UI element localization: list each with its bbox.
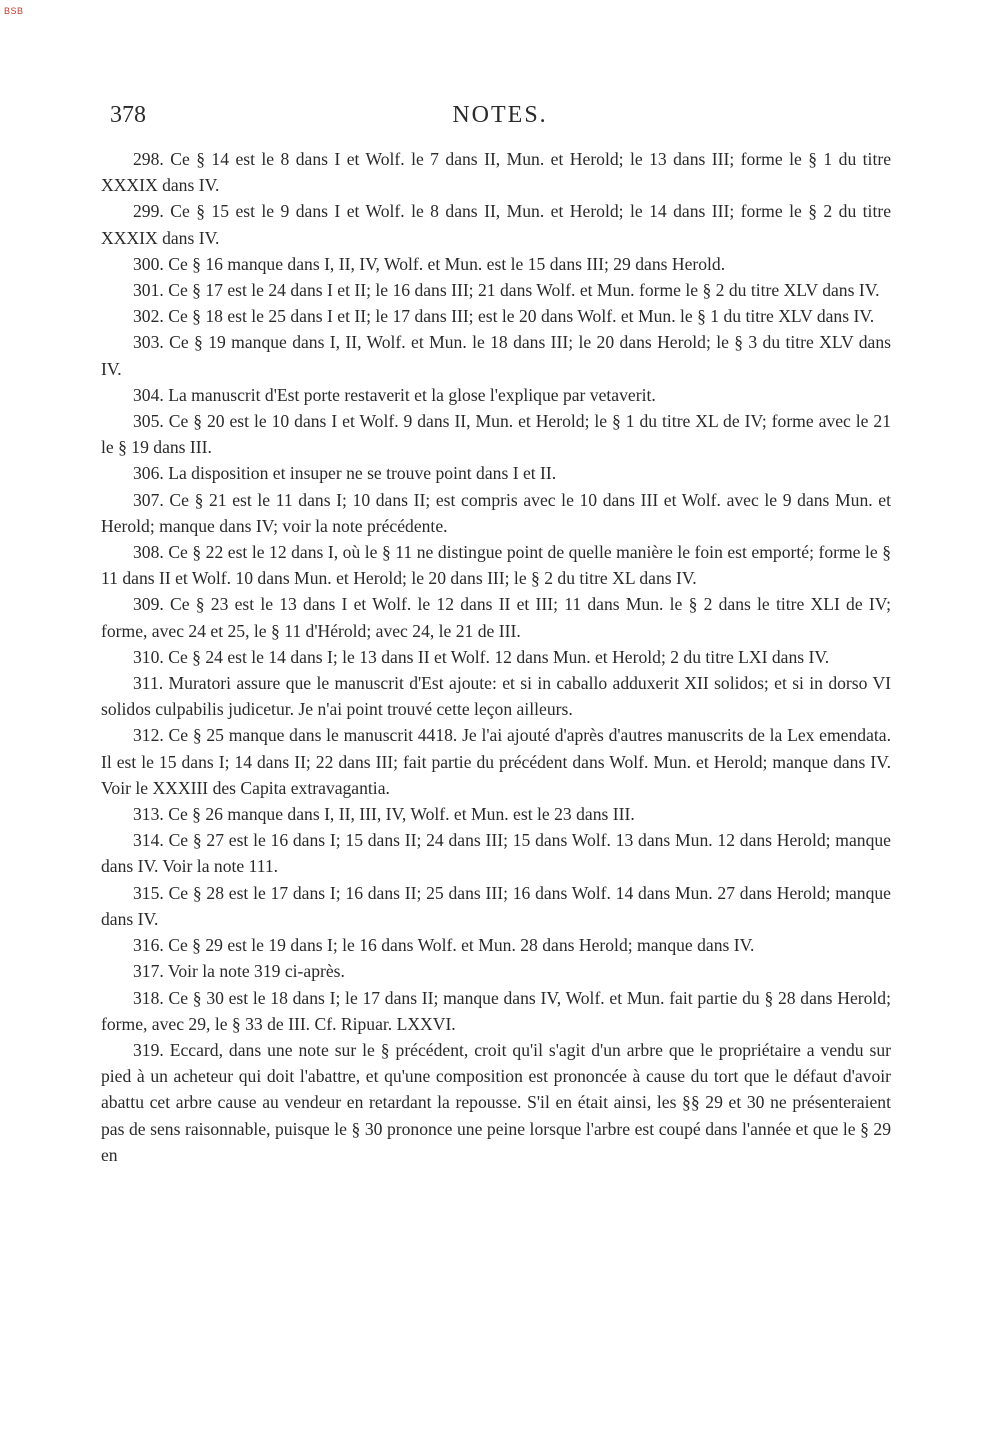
note-text: Ce § 30 est le 18 dans I; le 17 dans II; manque dans IV, Wolf. et Mun. fait partie du § 28 dans Herold; forme, avec 29, le § 33 de III. Cf. Ripuar. LXXVI.: [101, 987, 891, 1034]
note-number: 316.: [133, 935, 164, 956]
note-paragraph: [101, 932, 891, 958]
note-paragraph: [101, 460, 891, 486]
note-paragraph: [101, 801, 891, 827]
notes-list: [101, 146, 891, 1168]
note-number: 302.: [133, 306, 164, 327]
note-text: Ce § 14 est le 8 dans I et Wolf. le 7 dans II, Mun. et Herold; le 13 dans III; forme le § 1 du titre XXXIX dans IV.: [101, 149, 892, 196]
note-number: 305.: [133, 411, 164, 432]
note-number: 301.: [133, 280, 164, 301]
page-header: [110, 102, 890, 136]
note-paragraph: [101, 539, 891, 591]
note-text: La manuscrit d'Est porte restaverit et la glose l'explique par vetaverit.: [168, 384, 656, 405]
note-paragraph: [101, 251, 891, 277]
note-number: 311.: [133, 673, 164, 694]
note-number: 298.: [133, 149, 164, 169]
note-text: Ce § 17 est le 24 dans I et II; le 16 dans III; 21 dans Wolf. et Mun. forme le § 2 du titre XLV dans IV.: [168, 280, 880, 301]
note-number: 303.: [133, 332, 164, 353]
note-text: Ce § 16 manque dans I, II, IV, Wolf. et Mun. est le 15 dans III; 29 dans Herold.: [168, 253, 726, 274]
note-text: Ce § 18 est le 25 dans I et II; le 17 dans III; est le 20 dans Wolf. et Mun. le § 1 du titre XLV dans IV.: [168, 306, 875, 327]
note-text: Voir la note 319 ci-après.: [167, 961, 345, 982]
note-paragraph: [101, 198, 891, 250]
note-number: 318.: [133, 987, 164, 1008]
note-text: Ce § 20 est le 10 dans I et Wolf. 9 dans II, Mun. et Herold; le § 1 du titre XL de IV; forme avec le 21 le § 19 dans III.: [101, 411, 892, 458]
note-text: Ce § 15 est le 9 dans I et Wolf. le 8 dans II, Mun. et Herold; le 14 dans III; forme le § 2 du titre XXXIX dans IV.: [101, 201, 892, 248]
note-number: 299.: [133, 201, 164, 222]
note-text: Ce § 24 est le 14 dans I; le 13 dans II et Wolf. 12 dans Mun. et Herold; 2 du titre LXI dans IV.: [168, 646, 830, 667]
library-watermark: BSB: [4, 6, 24, 16]
note-number: 306.: [133, 463, 164, 484]
note-text: Ce § 23 est le 13 dans I et Wolf. le 12 dans II et III; 11 dans Mun. le § 2 dans le titre XLI de IV; forme, avec 24 et 25, le § 11 d'Hérold; avec 24, le 21 de III.: [101, 594, 891, 641]
note-paragraph: [101, 408, 891, 460]
note-text: Ce § 28 est le 17 dans I; 16 dans II; 25 dans III; 16 dans Wolf. 14 dans Mun. 27 dans Herold; manque dans IV.: [101, 882, 891, 929]
note-paragraph: [101, 880, 891, 932]
page-number: 378: [110, 102, 146, 128]
note-paragraph: [101, 277, 891, 303]
note-paragraph: [101, 722, 891, 801]
note-number: 300.: [133, 253, 164, 274]
running-title: NOTES.: [452, 102, 548, 128]
note-text: Eccard, dans une note sur le § précédent, croit qu'il s'agit d'un arbre que le propriétaire a vendu sur pied à un acheteur qui doit l'abattre, et qu'une composition est prononcée à cause du tort que le défaut d'avoir abattu cet arbre cause au vendeur en retardant la repousse. S'il en était ainsi, les §§ 29 et 30 ne présenteraient pas de sens raisonnable, puisque le § 30 prononce une peine lorsque l'arbre est coupé dans l'année et que le § 29 en: [101, 1039, 891, 1165]
note-paragraph: [101, 670, 891, 722]
note-paragraph: [101, 1037, 891, 1168]
note-number: 310.: [133, 646, 164, 667]
note-paragraph: [101, 329, 891, 381]
note-paragraph: [101, 827, 891, 879]
note-paragraph: [101, 146, 891, 198]
note-paragraph: [101, 985, 891, 1037]
note-paragraph: [101, 303, 891, 329]
note-paragraph: [101, 958, 891, 984]
note-number: 304.: [133, 384, 164, 405]
note-number: 309.: [133, 594, 164, 615]
note-number: 314.: [133, 830, 164, 851]
note-text: Ce § 19 manque dans I, II, Wolf. et Mun. le 18 dans III; le 20 dans Herold; le § 3 du titre XLV dans IV.: [101, 332, 891, 379]
note-number: 312.: [133, 725, 164, 746]
note-text: Muratori assure que le manuscrit d'Est ajoute: et si in caballo adduxerit XII solidos; et si in dorso VI solidos culpabilis judicetur. Je n'ai point trouvé cette leçon ailleurs.: [101, 673, 892, 720]
note-number: 317.: [133, 961, 164, 982]
note-number: 307.: [133, 489, 164, 510]
note-text: Ce § 25 manque dans le manuscrit 4418. Je l'ai ajouté d'après d'autres manuscrits de la Lex emendata. Il est le 15 dans I; 14 dans II; 22 dans III; fait partie du précédent dans Wolf. Mun. et Herold; manque dans IV. Voir le XXXIII des Capita extravagantia.: [101, 725, 891, 798]
note-number: 315.: [133, 882, 164, 903]
note-paragraph: [101, 591, 891, 643]
note-number: 308.: [133, 542, 164, 563]
note-text: Ce § 26 manque dans I, II, III, IV, Wolf. et Mun. est le 23 dans III.: [168, 804, 635, 825]
note-text: Ce § 27 est le 16 dans I; 15 dans II; 24 dans III; 15 dans Wolf. 13 dans Mun. 12 dans Herold; manque dans IV. Voir la note 111.: [101, 830, 891, 877]
note-number: 319.: [133, 1039, 164, 1060]
note-paragraph: [101, 382, 891, 408]
note-text: Ce § 22 est le 12 dans I, où le § 11 ne distingue point de quelle manière le foin est emporté; forme le § 11 dans II et Wolf. 10 dans Mun. et Herold; le 20 dans III; le § 2 du titre XL dans IV.: [101, 542, 891, 589]
note-number: 313.: [133, 804, 164, 825]
note-text: Ce § 21 est le 11 dans I; 10 dans II; est compris avec le 10 dans III et Wolf. avec le 9 dans Mun. et Herold; manque dans IV; voir la note précédente.: [101, 489, 891, 536]
note-paragraph: [101, 487, 891, 539]
note-paragraph: [101, 644, 891, 670]
note-text: La disposition et insuper ne se trouve point dans I et II.: [168, 463, 557, 484]
note-text: Ce § 29 est le 19 dans I; le 16 dans Wolf. et Mun. 28 dans Herold; manque dans IV.: [168, 935, 755, 956]
